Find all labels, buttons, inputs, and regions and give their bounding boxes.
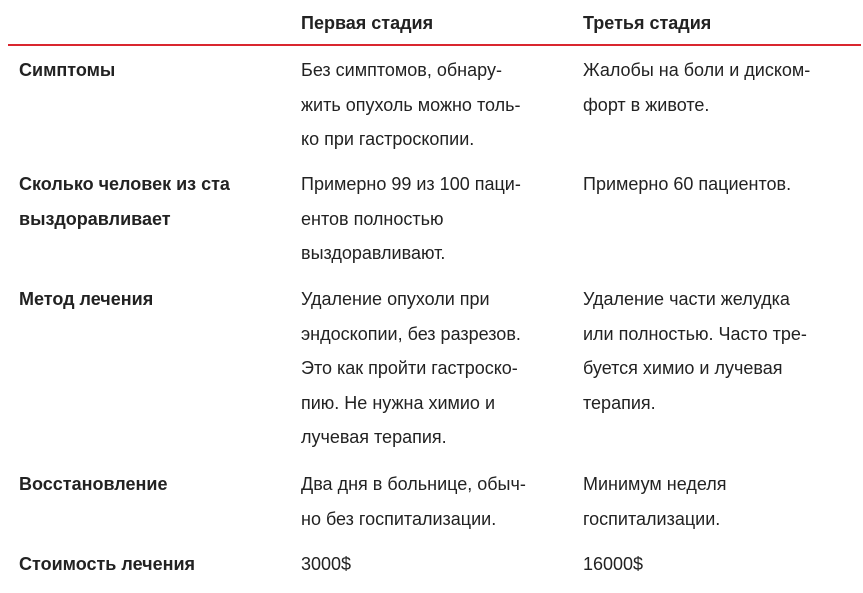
cell-line: 16000$: [583, 554, 644, 574]
cell-line: Минимум неделя: [583, 474, 727, 494]
cell-line: Примерно 60 пациентов.: [583, 174, 792, 194]
row-label-line: выздоравливает: [19, 208, 171, 229]
cell-third-stage: [583, 467, 727, 536]
cell-line: пию. Не нужна химио и: [301, 392, 496, 413]
row-label-line: Стоимость лечения: [19, 554, 196, 574]
row-label-line: Сколько человек из ста: [19, 174, 230, 194]
cell-first-stage: [301, 167, 521, 271]
header-first-stage: Первая стадия: [301, 13, 434, 33]
cell-line: или полностью. Часто тре-: [583, 323, 807, 344]
header-third-stage: Третья стадия: [583, 13, 712, 33]
cell-first-stage: [301, 282, 521, 455]
cell-third-stage: [583, 547, 643, 582]
row-label-line: Метод лечения: [19, 289, 154, 309]
row-label: [19, 167, 230, 236]
row-label-line: Восстановление: [19, 474, 168, 494]
table-header-row: [0, 0, 863, 45]
cell-line: но без госпитализации.: [301, 508, 497, 529]
cell-line: жить опухоль можно толь-: [301, 94, 521, 115]
cell-third-stage: [583, 53, 810, 122]
cell-line: выздоравливают.: [301, 243, 446, 263]
cell-line: 3000$: [301, 554, 352, 574]
cell-line: буется химио и лучевая: [583, 358, 783, 378]
row-label: [19, 53, 115, 88]
cell-line: Жалобы на боли и диском-: [583, 60, 811, 80]
cell-line: эндоскопии, без разрезов.: [301, 323, 521, 344]
cell-first-stage: [301, 53, 520, 157]
row-label: [19, 467, 167, 502]
cell-line: Это как пройти гастроско-: [301, 358, 518, 378]
cell-line: Удаление опухоли при: [301, 289, 490, 309]
cell-line: Два дня в больнице, обыч-: [301, 474, 526, 494]
cell-line: лучевая терапия.: [301, 427, 447, 447]
cell-line: Примерно 99 из 100 паци-: [301, 174, 521, 194]
row-label: [19, 547, 195, 582]
header-divider: [8, 44, 861, 46]
cell-line: форт в животе.: [583, 94, 710, 115]
row-label-line: Симптомы: [19, 60, 116, 80]
cell-third-stage: [583, 167, 791, 202]
cell-line: Удаление части желудка: [583, 289, 790, 309]
cell-line: терапия.: [583, 392, 656, 413]
cell-first-stage: [301, 547, 351, 582]
row-label: [19, 282, 153, 317]
cell-first-stage: [301, 467, 526, 536]
cell-third-stage: [583, 282, 807, 420]
cell-line: ко при гастроскопии.: [301, 129, 475, 149]
cell-line: Без симптомов, обнару-: [301, 60, 502, 80]
cell-line: госпитализации.: [583, 508, 721, 529]
cell-line: ентов полностью: [301, 208, 444, 229]
